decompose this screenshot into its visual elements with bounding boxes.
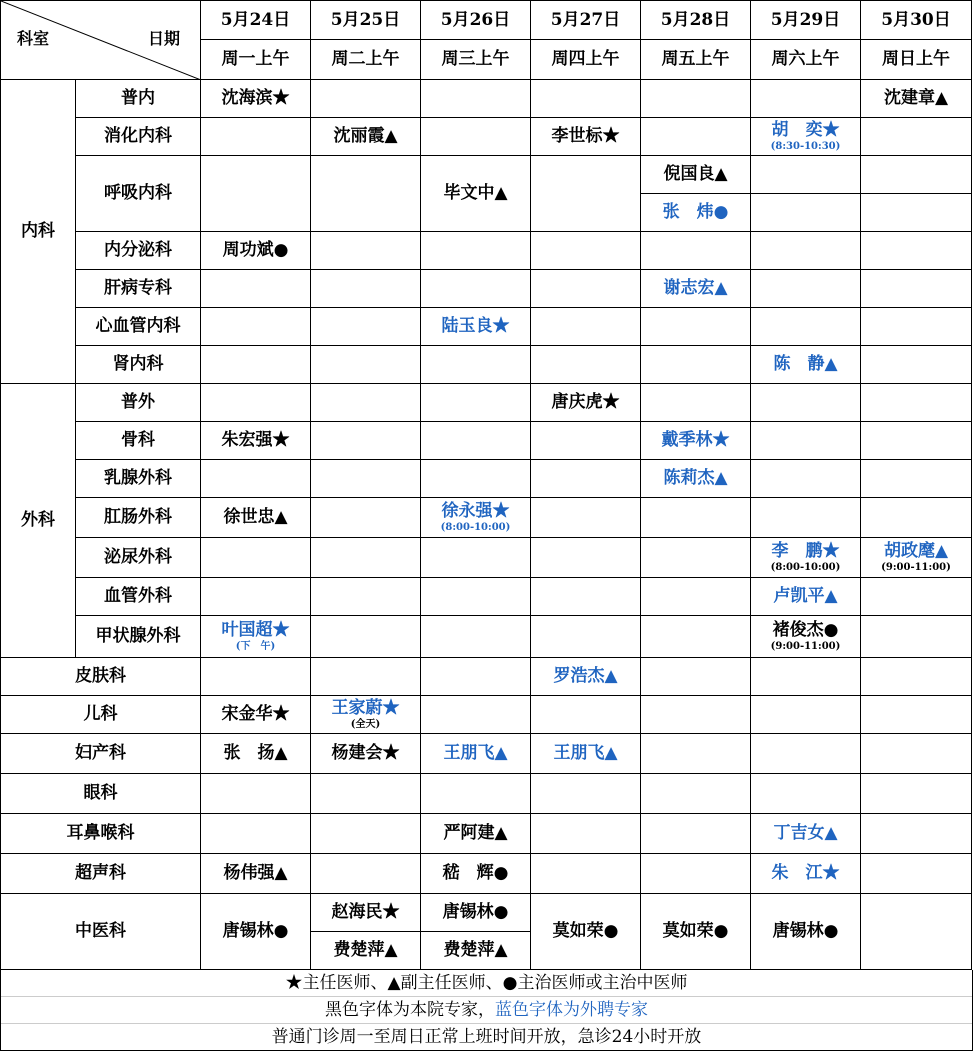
dept-label: 耳鼻喉科 xyxy=(1,814,201,854)
schedule-cell xyxy=(861,814,972,854)
group-label-neike: 内科 xyxy=(1,80,76,384)
schedule-cell xyxy=(311,696,421,734)
table-row xyxy=(1,460,972,498)
schedule-cell xyxy=(751,734,861,774)
schedule-cell xyxy=(531,156,641,232)
schedule-cell xyxy=(531,460,641,498)
schedule-cell xyxy=(421,384,531,422)
schedule-cell xyxy=(421,460,531,498)
schedule-cell: 陈 静▲ xyxy=(751,346,861,384)
schedule-cell xyxy=(861,538,972,578)
schedule-cell xyxy=(311,156,421,232)
schedule-cell xyxy=(421,422,531,460)
schedule-cell: 朱宏强★ xyxy=(201,422,311,460)
weekday-header-sat: 周六上午 xyxy=(751,40,861,80)
time-note: (8:00-10:00) xyxy=(440,521,511,533)
legend-panel xyxy=(0,970,973,1051)
dept-label: 皮肤科 xyxy=(1,658,201,696)
table-row xyxy=(1,854,972,894)
schedule-cell xyxy=(861,616,972,658)
time-note: (9:00-11:00) xyxy=(770,640,841,652)
date-header-mon: 5月24日 xyxy=(201,1,311,40)
schedule-cell xyxy=(861,194,972,232)
table-row xyxy=(1,384,972,422)
dept-label: 肾内科 xyxy=(76,346,201,384)
schedule-cell xyxy=(201,270,311,308)
schedule-cell xyxy=(751,384,861,422)
date-header-sun: 5月30日 xyxy=(861,1,972,40)
schedule-cell xyxy=(641,498,751,538)
schedule-cell xyxy=(641,814,751,854)
schedule-cell xyxy=(751,538,861,578)
dept-label: 乳腺外科 xyxy=(76,460,201,498)
schedule-cell xyxy=(531,308,641,346)
schedule-cell xyxy=(641,346,751,384)
schedule-cell xyxy=(751,774,861,814)
schedule-cell: 罗浩杰▲ xyxy=(531,658,641,696)
schedule-cell xyxy=(641,658,751,696)
dept-label: 超声科 xyxy=(1,854,201,894)
dept-label: 甲状腺外科 xyxy=(76,616,201,658)
schedule-cell xyxy=(421,578,531,616)
schedule-cell xyxy=(201,774,311,814)
schedule-cell: 毕文中▲ xyxy=(421,156,531,232)
table-row xyxy=(1,814,972,854)
dept-label: 眼科 xyxy=(1,774,201,814)
time-note: (8:30-10:30) xyxy=(770,140,841,152)
schedule-cell xyxy=(641,232,751,270)
date-axis-label: 日期 xyxy=(147,29,180,48)
date-header-thu: 5月27日 xyxy=(531,1,641,40)
schedule-cell xyxy=(751,696,861,734)
schedule-cell xyxy=(421,80,531,118)
schedule-cell xyxy=(201,156,311,232)
schedule-cell: 杨伟强▲ xyxy=(201,854,311,894)
schedule-cell xyxy=(641,538,751,578)
doctor-name: 王家蔚★ xyxy=(331,698,400,719)
weekday-header-fri: 周五上午 xyxy=(641,40,751,80)
schedule-cell: 嵇 辉● xyxy=(421,854,531,894)
schedule-cell xyxy=(861,734,972,774)
schedule-cell xyxy=(531,616,641,658)
schedule-cell xyxy=(861,854,972,894)
schedule-cell: 王朋飞▲ xyxy=(421,734,531,774)
schedule-cell xyxy=(861,384,972,422)
date-header-fri: 5月28日 xyxy=(641,1,751,40)
schedule-cell xyxy=(311,774,421,814)
legend-black-text: 黑色字体为本院专家， xyxy=(325,1000,495,1020)
dept-label: 普内 xyxy=(76,80,201,118)
table-row xyxy=(1,894,972,932)
schedule-cell xyxy=(531,422,641,460)
table-row xyxy=(1,80,972,118)
dept-label: 骨科 xyxy=(76,422,201,460)
schedule-cell: 沈海滨★ xyxy=(201,80,311,118)
time-note: (9:00-11:00) xyxy=(881,561,951,573)
schedule-cell: 张 炜● xyxy=(641,194,751,232)
schedule-cell xyxy=(311,308,421,346)
schedule-cell: 莫如荣● xyxy=(531,894,641,970)
header-date-row xyxy=(1,1,972,40)
schedule-cell xyxy=(201,118,311,156)
schedule-cell xyxy=(751,422,861,460)
table-row xyxy=(1,308,972,346)
schedule-cell xyxy=(421,498,531,538)
schedule-cell xyxy=(751,270,861,308)
schedule-cell xyxy=(641,308,751,346)
dept-label: 普外 xyxy=(76,384,201,422)
schedule-cell xyxy=(751,118,861,156)
schedule-cell xyxy=(311,658,421,696)
dept-label: 中医科 xyxy=(1,894,201,970)
schedule-cell xyxy=(641,696,751,734)
schedule-cell xyxy=(861,578,972,616)
schedule-cell xyxy=(861,460,972,498)
table-row xyxy=(1,232,972,270)
schedule-cell xyxy=(311,384,421,422)
schedule-cell: 费楚萍▲ xyxy=(311,932,421,970)
schedule-cell xyxy=(201,538,311,578)
dept-label: 泌尿外科 xyxy=(76,538,201,578)
schedule-cell xyxy=(201,658,311,696)
schedule-cell xyxy=(311,422,421,460)
table-row xyxy=(1,118,972,156)
schedule-cell xyxy=(641,118,751,156)
schedule-cell xyxy=(421,696,531,734)
schedule-cell xyxy=(311,498,421,538)
schedule-cell: 严阿建▲ xyxy=(421,814,531,854)
schedule-cell xyxy=(641,616,751,658)
schedule-cell xyxy=(421,232,531,270)
schedule-cell: 唐庆虎★ xyxy=(531,384,641,422)
schedule-cell: 王朋飞▲ xyxy=(531,734,641,774)
schedule-cell xyxy=(201,460,311,498)
schedule-cell xyxy=(751,616,861,658)
schedule-cell: 周功斌● xyxy=(201,232,311,270)
schedule-cell: 卢凯平▲ xyxy=(751,578,861,616)
schedule-cell xyxy=(531,538,641,578)
schedule-cell xyxy=(531,814,641,854)
table-row xyxy=(1,578,972,616)
schedule-cell: 宋金华★ xyxy=(201,696,311,734)
weekday-header-tue: 周二上午 xyxy=(311,40,421,80)
schedule-cell xyxy=(861,696,972,734)
schedule-cell: 杨建会★ xyxy=(311,734,421,774)
schedule-cell xyxy=(861,894,972,970)
schedule-cell: 唐锡林● xyxy=(751,894,861,970)
dept-label: 妇产科 xyxy=(1,734,201,774)
schedule-cell xyxy=(201,384,311,422)
schedule-cell xyxy=(751,156,861,194)
weekday-header-sun: 周日上午 xyxy=(861,40,972,80)
schedule-cell xyxy=(861,346,972,384)
schedule-cell xyxy=(311,232,421,270)
schedule-cell: 莫如荣● xyxy=(641,894,751,970)
schedule-cell xyxy=(531,346,641,384)
schedule-cell xyxy=(201,346,311,384)
schedule-cell xyxy=(641,80,751,118)
schedule-cell xyxy=(531,270,641,308)
doctor-name: 叶国超★ xyxy=(221,620,290,641)
table-row xyxy=(1,422,972,460)
table-row xyxy=(1,498,972,538)
schedule-cell xyxy=(861,270,972,308)
dept-label: 儿科 xyxy=(1,696,201,734)
schedule-cell xyxy=(861,498,972,538)
doctor-name: 褚俊杰● xyxy=(772,620,839,641)
schedule-cell xyxy=(861,156,972,194)
schedule-cell xyxy=(421,616,531,658)
schedule-cell: 费楚萍▲ xyxy=(421,932,531,970)
schedule-cell xyxy=(421,346,531,384)
schedule-cell: 沈建章▲ xyxy=(861,80,972,118)
schedule-cell xyxy=(311,578,421,616)
schedule-cell xyxy=(311,616,421,658)
schedule-cell: 徐世忠▲ xyxy=(201,498,311,538)
date-header-tue: 5月25日 xyxy=(311,1,421,40)
schedule-cell: 陈莉杰▲ xyxy=(641,460,751,498)
schedule-cell xyxy=(421,658,531,696)
weekday-header-mon: 周一上午 xyxy=(201,40,311,80)
schedule-cell xyxy=(531,232,641,270)
table-row xyxy=(1,616,972,658)
schedule-cell: 陆玉良★ xyxy=(421,308,531,346)
legend-hours: 普通门诊周一至周日正常上班时间开放，急诊24小时开放 xyxy=(1,1023,972,1050)
schedule-cell: 谢志宏▲ xyxy=(641,270,751,308)
schedule-cell xyxy=(861,232,972,270)
schedule-cell xyxy=(311,538,421,578)
schedule-cell: 李世标★ xyxy=(531,118,641,156)
weekday-header-thu: 周四上午 xyxy=(531,40,641,80)
schedule-cell xyxy=(201,616,311,658)
table-row xyxy=(1,346,972,384)
schedule-cell: 唐锡林● xyxy=(421,894,531,932)
schedule-cell: 赵海民★ xyxy=(311,894,421,932)
schedule-cell xyxy=(201,814,311,854)
schedule-cell xyxy=(531,498,641,538)
table-row xyxy=(1,658,972,696)
dept-label: 心血管内科 xyxy=(76,308,201,346)
schedule-cell: 唐锡林● xyxy=(201,894,311,970)
schedule-cell xyxy=(311,80,421,118)
date-header-wed: 5月26日 xyxy=(421,1,531,40)
schedule-cell xyxy=(751,308,861,346)
schedule-cell xyxy=(861,118,972,156)
schedule-cell xyxy=(861,658,972,696)
schedule-cell xyxy=(641,854,751,894)
legend-colors xyxy=(1,996,972,1023)
schedule-cell xyxy=(531,696,641,734)
time-note: (全天) xyxy=(350,718,381,730)
date-header-sat: 5月29日 xyxy=(751,1,861,40)
schedule-cell xyxy=(751,194,861,232)
schedule-cell xyxy=(641,774,751,814)
schedule-cell xyxy=(531,578,641,616)
table-row xyxy=(1,774,972,814)
header-corner-cell xyxy=(1,1,201,80)
schedule-cell xyxy=(311,270,421,308)
table-row xyxy=(1,696,972,734)
schedule-cell xyxy=(751,460,861,498)
dept-axis-label: 科室 xyxy=(17,29,50,48)
table-row xyxy=(1,156,972,194)
schedule-cell xyxy=(531,854,641,894)
schedule-cell xyxy=(751,498,861,538)
schedule-cell xyxy=(751,80,861,118)
dept-label: 消化内科 xyxy=(76,118,201,156)
schedule-cell xyxy=(641,734,751,774)
time-note: (下 午) xyxy=(235,640,276,652)
schedule-cell xyxy=(311,460,421,498)
legend-symbols: ★主任医师、▲副主任医师、●主治医师或主治中医师 xyxy=(285,973,688,993)
schedule-cell xyxy=(531,774,641,814)
schedule-cell: 戴季林★ xyxy=(641,422,751,460)
dept-label: 肛肠外科 xyxy=(76,498,201,538)
schedule-cell xyxy=(861,774,972,814)
group-label-waike: 外科 xyxy=(1,384,76,658)
table-row xyxy=(1,734,972,774)
schedule-cell xyxy=(201,308,311,346)
schedule-cell xyxy=(861,308,972,346)
schedule-cell xyxy=(201,578,311,616)
doctor-name: 徐永强★ xyxy=(441,501,510,522)
legend-blue-text: 蓝色字体为外聘专家 xyxy=(495,1000,648,1020)
schedule-cell xyxy=(751,232,861,270)
dept-label: 内分泌科 xyxy=(76,232,201,270)
schedule-cell xyxy=(421,270,531,308)
schedule-cell xyxy=(311,346,421,384)
dept-label: 肝病专科 xyxy=(76,270,201,308)
schedule-cell: 张 扬▲ xyxy=(201,734,311,774)
schedule-cell xyxy=(421,774,531,814)
schedule-cell xyxy=(641,578,751,616)
schedule-cell: 朱 江★ xyxy=(751,854,861,894)
table-row xyxy=(1,538,972,578)
schedule-cell xyxy=(311,854,421,894)
schedule-cell xyxy=(641,384,751,422)
schedule-cell xyxy=(531,80,641,118)
schedule-cell xyxy=(421,118,531,156)
doctor-name: 胡政麾▲ xyxy=(883,541,949,562)
schedule-cell: 沈丽霞▲ xyxy=(311,118,421,156)
weekday-header-wed: 周三上午 xyxy=(421,40,531,80)
doctor-name: 胡 奕★ xyxy=(771,120,840,141)
time-note: (8:00-10:00) xyxy=(770,561,841,573)
schedule-cell xyxy=(421,538,531,578)
dept-label: 血管外科 xyxy=(76,578,201,616)
dept-label: 呼吸内科 xyxy=(76,156,201,232)
schedule-cell: 丁吉女▲ xyxy=(751,814,861,854)
schedule-cell xyxy=(861,422,972,460)
doctor-name: 李 鹏★ xyxy=(771,541,840,562)
schedule-cell: 倪国良▲ xyxy=(641,156,751,194)
table-row xyxy=(1,270,972,308)
schedule-cell xyxy=(311,814,421,854)
schedule-cell xyxy=(751,658,861,696)
